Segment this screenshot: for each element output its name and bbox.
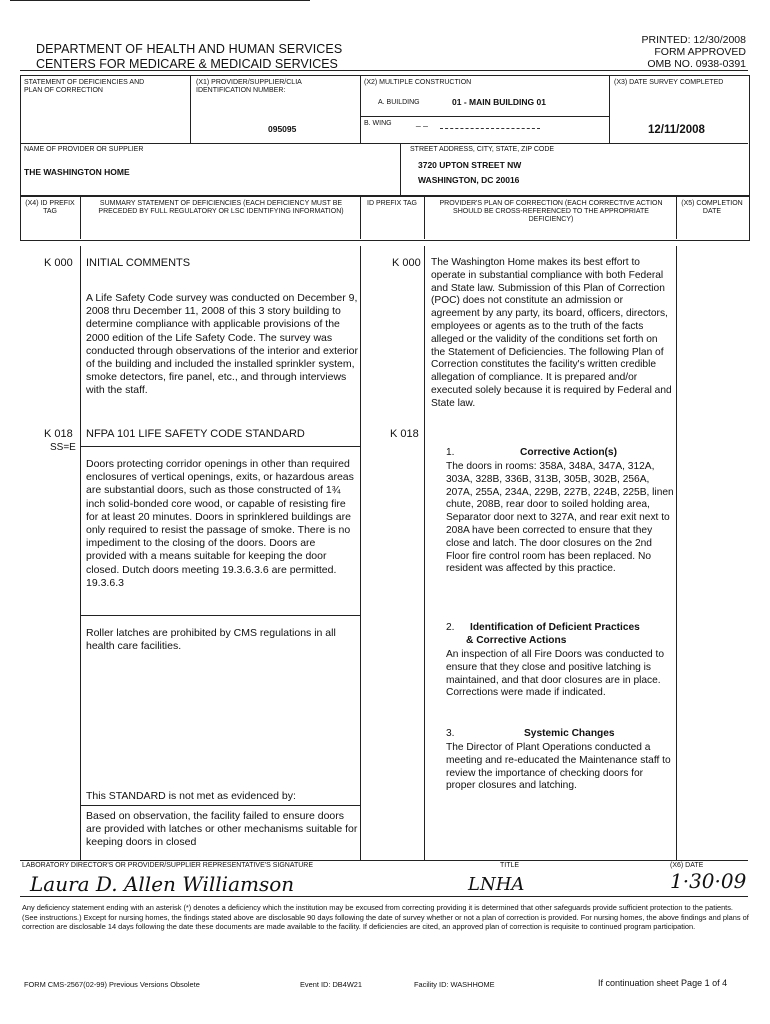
x3-label: (X3) DATE SURVEY COMPLETED bbox=[614, 79, 724, 86]
x3-value: 12/11/2008 bbox=[648, 124, 705, 136]
initial-comments-title: INITIAL COMMENTS bbox=[86, 257, 191, 269]
building-label: A. BUILDING bbox=[378, 99, 420, 106]
finding-text: Based on observation, the facility failed to ensure doors are provided with latches or other mechanisms suitable for keeping doors in closed bbox=[86, 810, 358, 849]
grid-divider bbox=[400, 143, 401, 195]
section2-text: An inspection of all Fire Doors was conducted to ensure that they close and positive latching is maintained, and that door closures are in place. Corrections were made if indicated. bbox=[446, 649, 665, 699]
section-rule bbox=[80, 615, 360, 616]
facility-id: Facility ID: WASHHOME bbox=[414, 980, 495, 989]
building-value: 01 - MAIN BUILDING 01 bbox=[452, 97, 546, 107]
street-label: STREET ADDRESS, CITY, STATE, ZIP CODE bbox=[410, 146, 555, 153]
plan-header: PROVIDER'S PLAN OF CORRECTION (EACH CORRECTIVE ACTION SHOULD BE CROSS-REFERENCED TO THE APPROPRIATE DEFICIENCY) bbox=[439, 200, 663, 223]
col-divider bbox=[360, 195, 361, 239]
section1-number: 1. bbox=[446, 447, 455, 458]
signature-handwritten: Laura D. Allen Williamson bbox=[30, 872, 295, 896]
form-id: FORM CMS-2567(02-99) Previous Versions Obsolete bbox=[24, 980, 200, 989]
x5-header: (X5) COMPLETION DATE bbox=[681, 200, 743, 215]
initial-comments-text: A Life Safety Code survey was conducted on December 9, 2008 thru December 11, 2008 of this 3 story building to determine compliance with applicable provisions of the 2000 edition of the Life Safety Code. The survey was conducted through observations of the interior and exterior of the building and included the installed sprinkler system, smoke detectors, fire panel, etc., and through interviews with the staff. bbox=[86, 292, 359, 397]
body-divider bbox=[80, 246, 81, 860]
page-indicator: If continuation sheet Page 1 of 4 bbox=[598, 978, 728, 988]
wing-blank-line bbox=[440, 128, 540, 129]
top-rule bbox=[10, 0, 310, 1]
grid-divider bbox=[20, 143, 748, 144]
plan-intro-text: The Washington Home makes its best effort to operate in substantial compliance with both Federal and State law. Submission of this Plan of Correction (POC) does not constitute an admission or agreement by any party, its board, officers, directors, employees or agents as to the truth of the facts alleged or the validity of the conditions set forth on the Statement of Deficiencies. The following Plan of Correction constitutes the facility's written credible allegation of compliance. It is prepared and/or executed solely because it is required by Federal and State law. bbox=[431, 257, 672, 409]
doors-requirement-text: Doors protecting corridor openings in other than required enclosures of vertical openings, exits, or hazardous areas are substantial doors, such as those constructed of 1¾ inch solid-bonded core wood, or capable of resisting fire for at least 20 minutes. Doors in sprinklered buildings are only required to resist the passage of smoke. There is no impediment to the closing of the doors. Doors are provided with a means suitable for keeping the door closed. Dutch doors meeting 19.3.6.3.6 are permitted. 19.3.6.3 bbox=[86, 458, 354, 589]
title-handwritten: LNHA bbox=[468, 874, 525, 895]
not-met-text: This STANDARD is not met as evidenced by: bbox=[86, 790, 296, 802]
header-rule bbox=[20, 70, 748, 71]
title-label: TITLE bbox=[500, 862, 520, 869]
statement-label: STATEMENT OF DEFICIENCIES AND PLAN OF CORRECTION bbox=[24, 79, 145, 94]
roller-latch-text: Roller latches are prohibited by CMS regulations in all health care facilities. bbox=[86, 627, 336, 653]
signature-bottom-rule bbox=[20, 896, 748, 897]
section2-number: 2. bbox=[446, 622, 455, 633]
section2-title: Identification of Deficient Practices bbox=[470, 622, 640, 633]
provider-label: NAME OF PROVIDER OR SUPPLIER bbox=[24, 146, 144, 153]
id-header: ID PREFIX TAG bbox=[367, 200, 417, 207]
section-rule bbox=[80, 805, 360, 806]
col-divider bbox=[676, 195, 677, 239]
nfpa-title: NFPA 101 LIFE SAFETY CODE STANDARD bbox=[86, 428, 305, 440]
section1-text: The doors in rooms: 358A, 348A, 347A, 312A, 303A, 328B, 336B, 313B, 305B, 302B, 256A, 207A, 255A, 234A, 229B, 227B, 224B, 225B, linen chute, 208B, rear door to soiled holding area, Separator door next to 327A, and rear exit next to 208A have been corrected to ensure that they close and latch. The door closures on the 2nd Floor fire control room has been replaced. No resident was affected by this practice. bbox=[446, 461, 674, 575]
grid-divider bbox=[360, 116, 609, 117]
scope-severity: SS=E bbox=[50, 442, 76, 453]
date-handwritten: 1·30·09 bbox=[670, 869, 747, 893]
grid-divider bbox=[190, 75, 191, 143]
signature-rule bbox=[20, 860, 748, 861]
tag-k018: K 018 bbox=[44, 428, 73, 440]
body-divider bbox=[360, 246, 361, 860]
section3-number: 3. bbox=[446, 728, 455, 739]
x1-label: (X1) PROVIDER/SUPPLIER/CLIA IDENTIFICATION NUMBER: bbox=[196, 79, 302, 94]
omb-number: OMB NO. 0938-0391 bbox=[647, 58, 746, 70]
dept-title: DEPARTMENT OF HEALTH AND HUMAN SERVICES bbox=[36, 42, 343, 56]
body-divider bbox=[676, 246, 677, 860]
id-tag-k000: K 000 bbox=[392, 257, 421, 269]
section2-subtitle: & Corrective Actions bbox=[466, 635, 567, 646]
provider-value: THE WASHINGTON HOME bbox=[24, 167, 130, 177]
tag-k000: K 000 bbox=[44, 257, 73, 269]
wing-label: B. WING bbox=[364, 120, 392, 127]
x2-label: (X2) MULTIPLE CONSTRUCTION bbox=[364, 79, 472, 86]
x4-header: (X4) ID PREFIX TAG bbox=[25, 200, 75, 215]
body-divider bbox=[424, 246, 425, 860]
section-rule bbox=[80, 446, 360, 447]
event-id: Event ID: DB4W21 bbox=[300, 980, 363, 989]
form-approved: FORM APPROVED bbox=[654, 46, 746, 58]
street-line2: WASHINGTON, DC 20016 bbox=[418, 175, 520, 185]
section1-title: Corrective Action(s) bbox=[520, 447, 617, 458]
disclaimer-text: Any deficiency statement ending with an asterisk (*) denotes a deficiency which the institution may be excused from correcting providing it is determined that other safeguards provide sufficient protection to the patients. (See instructions.) Except for nursing homes, the findings stated above are disclosable 90 days following the date of survey whether or not a plan of correction is provided. For nursing homes, the above findings and plans of correction are disclosable 14 days following the date these documents are made available to the facility. If deficiencies are cited, an approved plan of correction is requisite to continued program participation. bbox=[22, 903, 749, 931]
col-divider bbox=[424, 195, 425, 239]
grid-divider bbox=[360, 75, 361, 143]
date-label: (X6) DATE bbox=[670, 862, 704, 869]
id-tag-k018: K 018 bbox=[390, 428, 419, 440]
x1-value: 095095 bbox=[268, 124, 297, 134]
grid-divider bbox=[609, 75, 610, 143]
printed-date: PRINTED: 12/30/2008 bbox=[641, 34, 746, 46]
section3-title: Systemic Changes bbox=[524, 728, 615, 739]
col-divider bbox=[80, 195, 81, 239]
wing-value: _ _ bbox=[416, 117, 428, 127]
summary-header: SUMMARY STATEMENT OF DEFICIENCIES (EACH DEFICIENCY MUST BE PRECEDED BY FULL REGULATORY OR LSC IDENTIFYING INFORMATION) bbox=[98, 200, 344, 215]
signature-label: LABORATORY DIRECTOR'S OR PROVIDER/SUPPLIER REPRESENTATIVE'S SIGNATURE bbox=[22, 862, 314, 869]
section3-text: The Director of Plant Operations conducted a meeting and re-educated the Maintenance staff to review the importance of checking doors for proper closures and latching. bbox=[446, 742, 671, 792]
cms-title: CENTERS FOR MEDICARE & MEDICAID SERVICES bbox=[36, 57, 338, 71]
street-line1: 3720 UPTON STREET NW bbox=[418, 160, 522, 170]
